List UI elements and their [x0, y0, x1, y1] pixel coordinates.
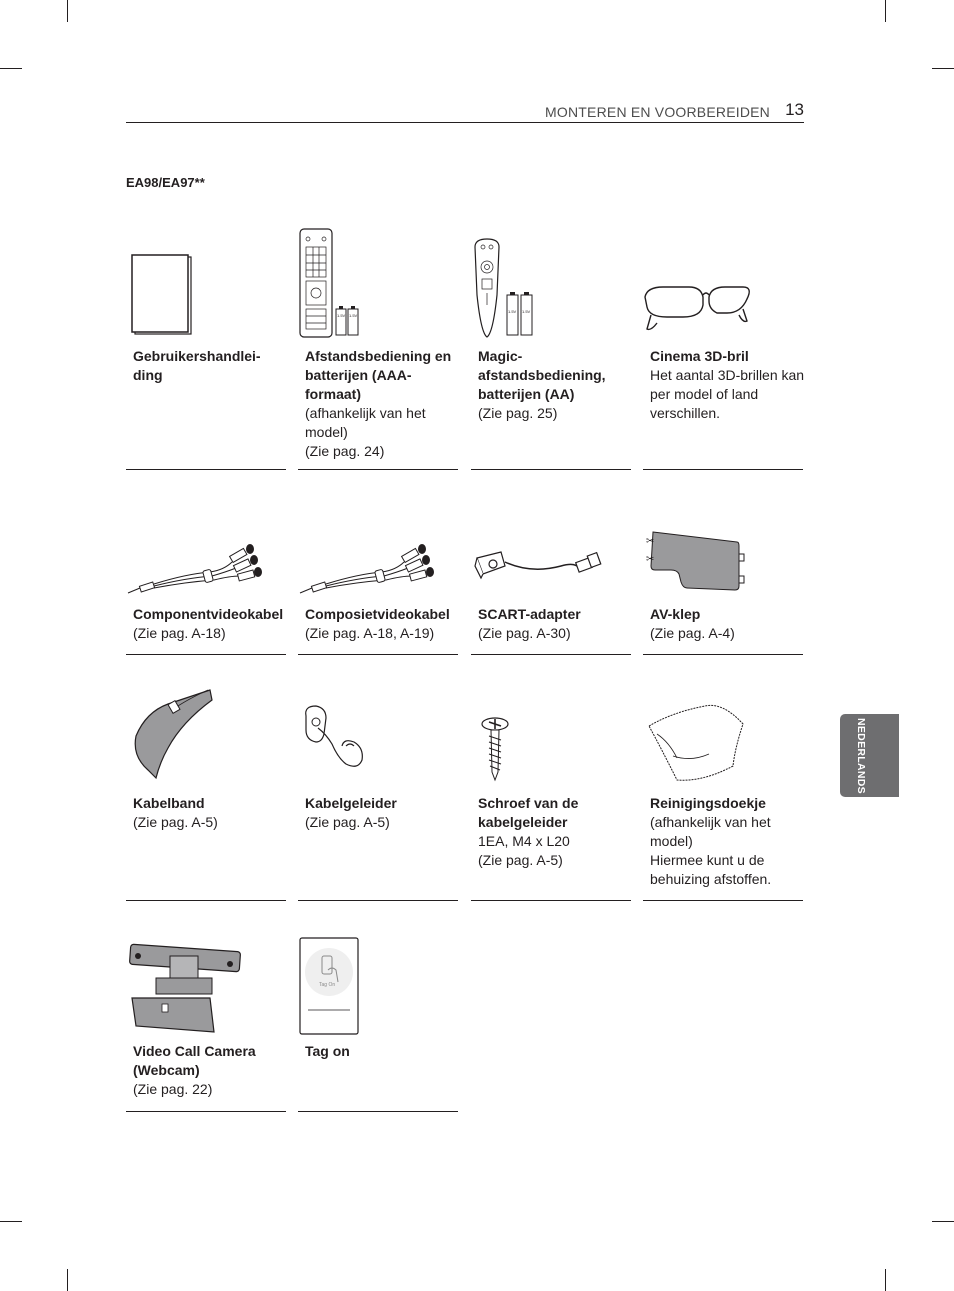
cable-holder-icon — [298, 686, 458, 786]
component-cable-icon — [126, 530, 286, 600]
item-desc: (afhankelijk van het model) Hiermee kunt u de behuizing afstoffen. — [650, 814, 772, 887]
item-av-cover — [643, 530, 803, 655]
screw-icon — [471, 686, 631, 786]
battery-label: 1.5V — [508, 309, 517, 314]
crop-mark — [885, 1269, 886, 1291]
page-header — [126, 100, 804, 123]
item-name: Afstandsbediening en batterijen (AAA-formaat) — [305, 348, 452, 402]
item-cable-tie — [126, 686, 286, 901]
crop-mark — [0, 68, 22, 69]
item-name: Video Call Camera (Webcam) — [133, 1043, 256, 1078]
item-composite-cable — [298, 530, 458, 655]
crop-mark — [67, 0, 68, 22]
item-desc: 1EA, M4 x L20 (Zie pag. A-5) — [478, 833, 570, 868]
battery-label: 1.5V — [337, 313, 346, 318]
tag-on-icon — [298, 936, 458, 1036]
item-name: AV-klep — [650, 606, 701, 622]
item-desc: (Zie pag. A-18) — [133, 625, 226, 641]
section-title: MONTEREN EN VOORBEREIDEN — [545, 104, 770, 120]
remote-control-icon — [298, 225, 458, 340]
composite-cable-icon — [298, 530, 458, 600]
item-user-manual — [126, 225, 286, 470]
item-name: Schroef van de kabelgeleider — [478, 795, 579, 830]
item-name: Reinigingsdoekje — [650, 795, 766, 811]
cleaning-cloth-icon — [643, 686, 803, 786]
item-tag-on — [298, 936, 458, 1112]
svg-text:✂: ✂ — [646, 536, 655, 547]
item-desc: (Zie pag. A-5) — [133, 814, 218, 830]
page-number: 13 — [785, 100, 804, 119]
item-3d-glasses — [643, 225, 803, 470]
item-name: Tag on — [305, 1043, 350, 1059]
item-desc: (Zie pag. A-18, A-19) — [305, 625, 435, 641]
item-cable-holder — [298, 686, 458, 901]
item-cleaning-cloth — [643, 686, 803, 901]
crop-mark — [67, 1269, 68, 1291]
model-label: EA98/EA97** — [126, 175, 205, 190]
item-name: Composietvideokabel — [305, 606, 450, 622]
item-desc: (Zie pag. A-5) — [305, 814, 390, 830]
item-desc: (Zie pag. 25) — [478, 405, 558, 421]
scart-adapter-icon — [471, 530, 631, 600]
item-desc: (Zie pag. A-30) — [478, 625, 571, 641]
language-label: NEDERLANDS — [855, 718, 867, 794]
av-cover-icon — [643, 530, 803, 600]
item-name: Gebruikershandlei- ding — [133, 348, 261, 383]
battery-label: 1.5V — [349, 313, 358, 318]
item-desc: (Zie pag. 22) — [133, 1081, 213, 1097]
item-remote-aaa — [298, 225, 458, 470]
item-webcam — [126, 936, 286, 1112]
item-name: Kabelband — [133, 795, 205, 811]
crop-mark — [932, 1221, 954, 1222]
item-desc: (afhankelijk van het model) (Zie pag. 24) — [305, 405, 426, 459]
item-scart-adapter — [471, 530, 631, 655]
item-name: SCART-adapter — [478, 606, 581, 622]
language-side-tab — [840, 714, 899, 797]
item-name: Magic- afstandsbediening, batterijen (AA) — [478, 348, 606, 402]
manual-icon — [126, 225, 286, 340]
webcam-icon — [126, 936, 286, 1036]
svg-text:✂: ✂ — [646, 554, 655, 565]
magic-remote-icon — [471, 225, 631, 340]
item-desc: Het aantal 3D-brillen kan per model of land verschillen. — [650, 367, 805, 421]
item-component-cable — [126, 530, 286, 655]
crop-mark — [0, 1221, 22, 1222]
item-magic-remote — [471, 225, 631, 470]
item-desc: (Zie pag. A-4) — [650, 625, 735, 641]
item-name: Componentvideokabel — [133, 606, 284, 622]
crop-mark — [885, 0, 886, 22]
battery-label: 1.5V — [522, 309, 531, 314]
item-name: Kabelgeleider — [305, 795, 397, 811]
3d-glasses-icon — [643, 225, 803, 340]
item-name: Cinema 3D-bril — [650, 348, 749, 364]
tag-on-label: Tag On — [319, 982, 336, 988]
cable-tie-icon — [126, 686, 286, 786]
crop-mark — [932, 68, 954, 69]
item-screw — [471, 686, 631, 901]
